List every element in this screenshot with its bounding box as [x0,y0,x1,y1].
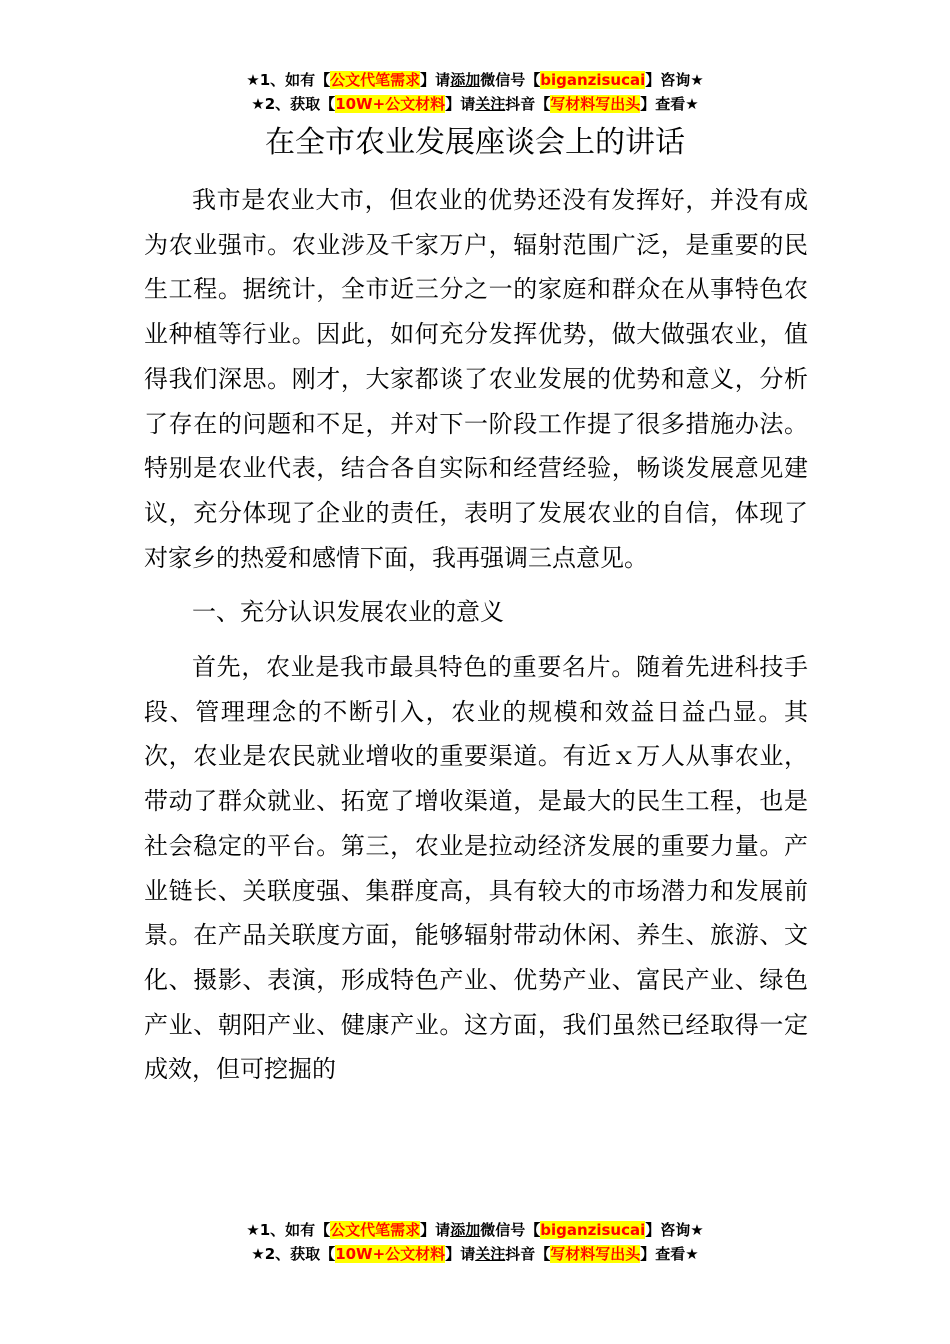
banner-text: 】请 [420,1221,451,1239]
banner-underline: 添加 [450,1221,481,1239]
banner-highlight: 公文代笔需求 [330,71,421,89]
banner-text: 微信号【 [480,71,541,89]
banner-text: 】请 [420,71,451,89]
paragraph: 首先，农业是我市最具特色的重要名片。随着先进科技手段、管理理念的不断引入，农业的规模和效益日益凸显。其次，农业是农民就业增收的重要渠道。有近ｘ万人从事农业，带动了群众就业、拓宽了增收渠道，是最大的民生工程，也是社会稳定的平台。第三，农业是拉动经济发展的重要力量。产业链长、关联度强、集群度高，具有较大的市场潜力和发展前景。在产品关联度方面，能够辐射带动休闲、养生、旅游、文化、摄影、表演，形成特色产业、优势产业、富民产业、绿色产业、朝阳产业、健康产业。这方面，我们虽然已经取得一定成效，但可挖掘的 [144,653,808,1084]
banner-underline: 关注 [475,95,506,113]
footer-banner [0,1218,950,1266]
header-banner [0,68,950,116]
banner-text: ★1、如有【 [246,1221,331,1239]
banner-highlight: 写材料写出头 [550,95,641,113]
document-body [144,178,808,1092]
banner-highlight: biganzisucai [540,1221,646,1239]
document-title: 在全市农业发展座谈会上的讲话 [265,125,685,160]
banner-line-2 [0,1242,950,1266]
banner-text: ★1、如有【 [246,71,331,89]
banner-text: 抖音【 [505,95,551,113]
banner-highlight: 写材料写出头 [550,1245,641,1263]
paragraph: 我市是农业大市，但农业的优势还没有发挥好，并没有成为农业强市。农业涉及千家万户，辐射范围广泛，是重要的民生工程。据统计，全市近三分之一的家庭和群众在从事特色农业种植等行业。因此，如何充分发挥优势，做大做强农业，值得我们深思。刚才，大家都谈了农业发展的优势和意义，分析了存在的问题和不足，并对下一阶段工作提了很多措施办法。特别是农业代表，结合各自实际和经营经验，畅谈发展意见建议，充分体现了企业的责任，表明了发展农业的自信，体现了对家乡的热爱和感情下面，我再强调三点意见。 [144,186,808,572]
banner-highlight: 10W+公文材料 [335,1245,446,1263]
banner-line-1 [0,68,950,92]
banner-text: 微信号【 [480,1221,541,1239]
banner-text: ★2、获取【 [251,95,336,113]
banner-text: 】咨询★ [645,71,704,89]
banner-text: 】请 [445,95,476,113]
banner-text: 】查看★ [640,95,699,113]
banner-highlight: 公文代笔需求 [330,1221,421,1239]
banner-line-1 [0,1218,950,1242]
banner-text: 抖音【 [505,1245,551,1263]
banner-text: 】查看★ [640,1245,699,1263]
banner-highlight: 10W+公文材料 [335,95,446,113]
banner-line-2 [0,92,950,116]
banner-text: 】咨询★ [645,1221,704,1239]
section-heading: 一、充分认识发展农业的意义 [192,598,504,627]
banner-highlight: biganzisucai [540,71,646,89]
banner-text: 】请 [445,1245,476,1263]
banner-underline: 添加 [450,71,481,89]
banner-underline: 关注 [475,1245,506,1263]
banner-text: ★2、获取【 [251,1245,336,1263]
